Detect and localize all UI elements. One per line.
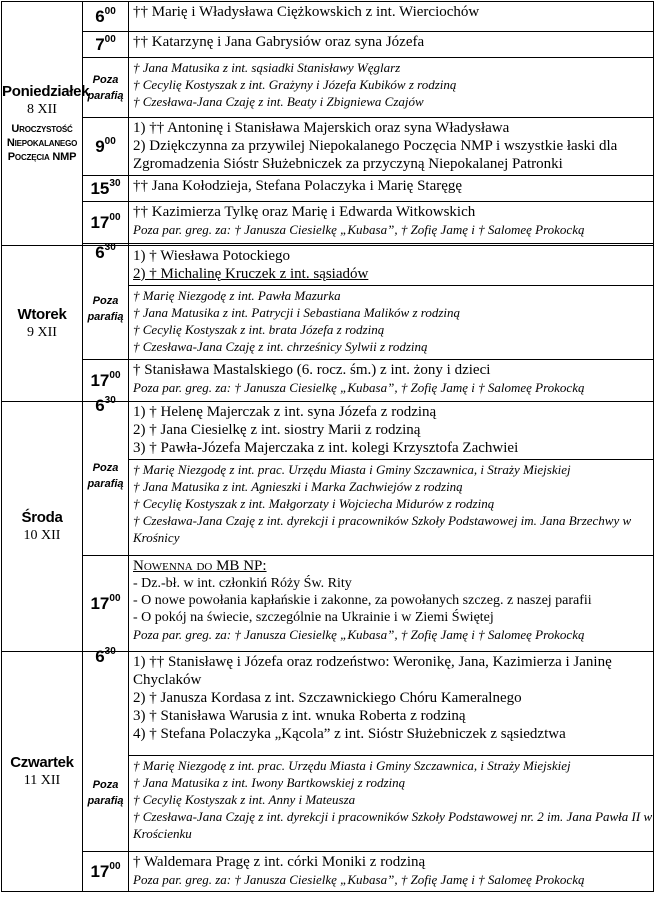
mass-intention: †† Marię i Władysława Ciężkowskich z int. Wierciochów [129,2,654,32]
intention-line: 4) † Stefana Polaczyka „Kącola” z int. Sióstr Służebniczek z sąsiedztwa [133,726,566,742]
mass-schedule-table [1,1,654,892]
intention-line: 2) † Michalinę Kruczek z int. sąsiadów [133,266,369,282]
mass-intention [129,118,654,176]
intention-line: 3) † Stanisława Warusia z int. wnuka Roberta z rodziną [133,708,466,724]
mass-time: $6^{30}$ Poza parafią [83,246,129,360]
gregorian-note: Poza par. greg. za: † Janusza Ciesielkę „Kubasa”, † Zofię Jamę i † Salomeę Prokocką [133,222,585,237]
intention-line: 2) † Jana Ciesielkę z int. siostry Marii z rodziną [133,422,421,438]
poza-intentions [129,58,654,118]
mass-time: $9^{00}$ [83,118,129,176]
mass-time: $7^{00}$ [83,32,129,58]
poza-intentions [129,756,654,852]
intention-line: †† Kazimierza Tylkę oraz Marię i Edwarda Witkowskich [133,204,476,220]
poza-intentions [129,286,654,360]
row-mon-poza [2,58,654,118]
intention-line: † Jana Matusika z int. Iwony Bartkowskiej z rodziną [133,775,406,790]
intention-line: † Jana Matusika z int. Patrycji i Sebastiana Malików z rodziną [133,305,461,320]
feast-line: Uroczystość [11,123,73,135]
intention-line: 1) †† Antoninę i Stanisława Majerskich oraz syna Władysława [133,120,510,136]
mass-intention [129,202,654,244]
mass-time: $15^{30}$ [83,176,129,202]
intention-line: 1) †† Stanisławę i Józefa oraz rodzeństwo: Weronikę, Jana, Kazimierza i Janinę Chyclaków [133,654,612,688]
feast-line: Niepokalanego [6,137,78,149]
mass-time: $6^{00}$ [83,2,129,32]
gregorian-note: Poza par. greg. za: † Janusza Ciesielkę „Kubasa”, † Zofię Jamę i † Salomeę Prokocką [133,872,585,887]
row-mon-900 [2,118,654,176]
intention-line: † Czesława-Jana Czaję z int. dyrekcji i pracowników Szkoły Podstawowej nr. 2 im. Jana Pawła II w Krościenku [133,809,653,841]
intention-line: † Marię Niezgodę z int. Pawła Mazurka [133,288,341,303]
intention-line: † Marię Niezgodę z int. prac. Urzędu Miasta i Gminy Szczawnica, i Straży Miejskiej [133,462,571,477]
row-wed-630 [2,402,654,460]
day-date: 11 XII [23,773,61,788]
intention-line: † Czesława-Jana Czaję z int. chrześnicy Sylwii z rodziną [133,339,428,354]
mass-intention [129,402,654,460]
poza-intentions [129,460,654,556]
row-tue-630 [2,246,654,286]
intention-line: † Cecylię Kostyszak z int. Grażyny i Józefa Kubików z rodziną [133,77,457,92]
intention-line: † Jana Matusika z int. Agnieszki i Marka Zachwiejów z rodziną [133,479,463,494]
day-name: Czwartek [10,754,74,771]
intention-line: 1) † Wiesława Potockiego [133,248,291,264]
mass-intention [129,246,654,286]
row-mon-700 [2,32,654,58]
intention-line: † Stanisława Mastalskiego (6. rocz. śm.) z int. żony i dzieci [133,362,491,378]
mass-intention [129,852,654,892]
intention-line: † Czesława-Jana Czaję z int. dyrekcji i pracowników Szkoły Podstawowej im. Jana Brzechwy w Krośnicy [133,513,632,545]
feast-line: Poczęcia NMP [7,151,77,163]
day-name: Wtorek [17,306,67,323]
row-thu-630 [2,652,654,756]
intention-line: † Czesława-Jana Czaję z int. Beaty i Zbigniewa Czajów [133,94,424,109]
intention-line: † Jana Matusika z int. sąsiadki Stanisławy Węglarz [133,60,401,75]
day-cell-monday [2,2,90,246]
intention-line: 3) † Pawła-Józefa Majerczaka z int. kolegi Krzysztofa Zachwiei [133,440,519,456]
day-date: 8 XII [27,102,57,117]
mass-time: $17^{00}$ [83,202,129,244]
mass-intention: †† Katarzynę i Jana Gabrysiów oraz syna Józefa [129,32,654,58]
mass-time: $17^{00}$ [83,360,129,402]
mass-time: $17^{00}$ [83,556,129,652]
intention-line: 2) † Janusza Kordasa z int. Szczawnickiego Chóru Kameralnego [133,690,522,706]
mass-intention [129,556,654,652]
row-wed-1700 [2,556,654,652]
gregorian-note: Poza par. greg. za: † Janusza Ciesielkę „Kubasa”, † Zofię Jamę i † Salomeę Prokocką [133,627,585,642]
mass-time: $6^{30}$ Poza parafią [83,402,129,556]
intention-line: 1) † Helenę Majerczak z int. syna Józefa z rodziną [133,404,437,420]
row-mon-600 [2,2,654,32]
poza-parafia-label: Poza parafią [83,58,129,118]
intention-line: - O pokój na świecie, szczególnie na Ukrainie i w Ziemi Świętej [133,610,494,625]
day-date: 10 XII [23,528,61,543]
mass-intention [129,652,654,756]
day-name: Poniedziałek [2,83,90,100]
intention-line: † Waldemara Pragę z int. córki Moniki z rodziną [133,854,426,870]
feast-name [2,122,82,164]
intention-line: - Dz.-bł. w int. członkiń Róży Św. Rity [133,576,352,591]
intention-line: † Marię Niezgodę z int. prac. Urzędu Miasta i Gminy Szczawnica, i Straży Miejskiej [133,758,571,773]
day-cell-thursday [2,652,83,892]
intention-line: 2) Dziękczynna za przywilej Niepokalanego Poczęcia NMP i wszystkie łaski dla Zgromadzenia Sióstr Służebniczek za przyczyną Niepokalanej Patronki [133,138,618,172]
intention-line: † Cecylię Kostyszak z int. Małgorzaty i Wojciecha Midurów z rodziną [133,496,495,511]
intention-line: † Cecylię Kostyszak z int. Anny i Mateusza [133,792,356,807]
mass-time: $6^{30}$ Poza parafią [83,652,129,852]
day-name: Środa [21,509,63,526]
mass-intention: †† Jana Kołodzieja, Stefana Polaczyka i Marię Staręgę [129,176,654,202]
novena-title: Nowenna do MB NP: [133,558,267,574]
day-date: 9 XII [27,325,57,340]
mass-time: $17^{00}$ [83,852,129,892]
gregorian-note: Poza par. greg. za: † Janusza Ciesielkę „Kubasa”, † Zofię Jamę i † Salomeę Prokocką [133,380,585,395]
row-thu-1700 [2,852,654,892]
intention-line: - O nowe powołania kapłańskie i zakonne, za powołanych szczeg. z naszej parafii [133,593,592,608]
mass-intention [129,360,654,402]
intention-line: † Cecylię Kostyszak z int. brata Józefa z rodziną [133,322,385,337]
row-mon-1700 [2,202,654,244]
day-cell-tuesday [2,246,83,402]
day-cell-wednesday [2,402,83,652]
row-mon-1530 [2,176,654,202]
